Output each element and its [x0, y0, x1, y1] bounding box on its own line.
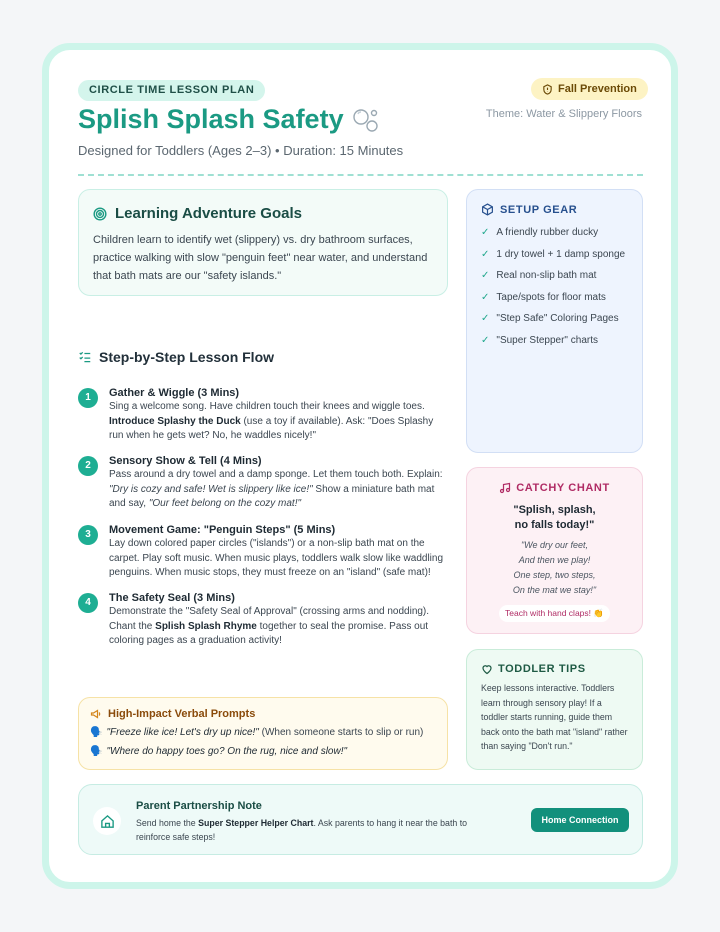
- list-item: ✓ Tape/spots for floor mats: [481, 287, 628, 309]
- step-number: 4: [78, 593, 98, 613]
- lesson-step: [78, 454, 448, 512]
- shield-alert-icon: [542, 84, 553, 95]
- target-icon: [93, 207, 107, 221]
- step-number: 3: [78, 525, 98, 545]
- lesson-step: [78, 591, 448, 649]
- lesson-step: [78, 523, 448, 581]
- lesson-type-badge: CIRCLE TIME LESSON PLAN: [78, 80, 265, 101]
- check-icon: ✓: [481, 270, 490, 282]
- step-title: The Safety Seal (3 Mins): [109, 592, 235, 604]
- box-icon: [481, 203, 494, 216]
- gear-heading: [481, 203, 628, 216]
- page-subtitle: Designed for Toddlers (Ages 2–3) • Duration: 15 Minutes: [78, 143, 404, 158]
- theme-text: Theme: Water & Slippery Floors: [485, 108, 642, 120]
- setup-gear-panel: [466, 189, 643, 453]
- goals-text: Children learn to identify wet (slippery) vs. dry bathroom surfaces, practice walking with slow "penguin feet" near water, and understand that bath mats are our "safety islands.": [93, 234, 428, 282]
- parent-note-heading: Parent Partnership Note: [136, 800, 262, 812]
- list-item: 🗣️ "Freeze like ice! Let's dry up nice!" (When someone starts to slip or run): [90, 727, 424, 738]
- music-note-icon: [499, 482, 511, 494]
- speaking-head-icon: 🗣️: [90, 727, 103, 738]
- home-icon: [93, 807, 121, 835]
- check-icon: ✓: [481, 291, 490, 303]
- page-title-text: Splish Splash Safety: [78, 104, 344, 134]
- goals-heading: [93, 205, 433, 222]
- check-icon: ✓: [481, 313, 490, 325]
- tips-heading-text: TODDLER TIPS: [498, 663, 586, 675]
- lesson-plan-card: [42, 43, 678, 889]
- lesson-flow-heading: [78, 349, 274, 365]
- heart-icon: [481, 663, 493, 675]
- step-description: Sing a welcome song. Have children touch their knees and wiggle toes. Introduce Splashy the Duck (use a toy if available). Ask: "Does Splashy run when he gets wet? No, he waddles nicely!": [109, 401, 434, 441]
- list-item: ✓ Real non-slip bath mat: [481, 265, 628, 287]
- tips-heading: [481, 663, 628, 675]
- tips-text: Keep lessons interactive. Toddlers learn through sensory play! If a toddler starts running, guide them back onto the bath mat "island" rather than saying "Don't run.": [481, 683, 628, 751]
- header-divider: [78, 174, 643, 176]
- step-description: Demonstrate the "Safety Seal of Approval" (crossing arms and nodding). Chant the Splish Splash Rhyme together to seal the promise. Pass out coloring pages as a graduation activity!: [109, 606, 430, 646]
- step-title: Sensory Show & Tell (4 Mins): [109, 455, 262, 467]
- step-number: 2: [78, 456, 98, 476]
- lesson-step: [78, 386, 448, 444]
- verbal-prompts-panel: [78, 697, 448, 770]
- list-item: ✓ A friendly rubber ducky: [481, 222, 628, 244]
- speaking-head-icon: 🗣️: [90, 746, 103, 757]
- list-item: ✓ "Step Safe" Coloring Pages: [481, 308, 628, 330]
- step-description: Pass around a dry towel and a damp sponge. Let them touch both. Explain: "Dry is cozy and safe! Wet is slippery like ice!" Show a miniature bath mat and say, "Our feet belong on the cozy mat!": [109, 469, 443, 509]
- home-connection-button[interactable]: Home Connection: [531, 808, 629, 832]
- list-item: ✓ "Super Stepper" charts: [481, 330, 628, 352]
- chant-main-line: "Splish, splash, no falls today!": [513, 504, 596, 531]
- fall-prevention-label: Fall Prevention: [558, 83, 637, 95]
- check-icon: ✓: [481, 248, 490, 260]
- step-description: Lay down colored paper circles ("islands") or a non-slip bath mat on the carpet. Play soft music. When music plays, toddlers walk slow like waddling penguins. When music stops, they must freeze on an "island" (safe mat)!: [109, 538, 444, 578]
- step-number: 1: [78, 388, 98, 408]
- goals-panel: [78, 189, 448, 296]
- toddler-tips-panel: [466, 649, 643, 770]
- hand-claps-tip: Teach with hand claps! 👏: [499, 605, 610, 622]
- lesson-flow-heading-text: Step-by-Step Lesson Flow: [99, 349, 275, 365]
- chant-heading: [477, 482, 632, 494]
- gear-list: [481, 222, 628, 352]
- bubbles-icon: [352, 107, 380, 133]
- check-icon: ✓: [481, 334, 490, 346]
- check-icon: ✓: [481, 227, 490, 238]
- list-checks-icon: [78, 350, 92, 364]
- megaphone-icon: [90, 708, 102, 720]
- page-title: [78, 104, 380, 135]
- fall-prevention-tag: [531, 78, 648, 100]
- chant-verses: "We dry our feet, And then we play! One step, two steps, On the mat we stay!": [512, 540, 597, 595]
- step-title: Movement Game: "Penguin Steps" (5 Mins): [109, 524, 336, 536]
- step-title: Gather & Wiggle (3 Mins): [109, 387, 240, 399]
- chant-heading-text: CATCHY CHANT: [516, 482, 610, 494]
- prompts-heading-text: High-Impact Verbal Prompts: [108, 708, 256, 720]
- gear-heading-text: SETUP GEAR: [500, 203, 578, 216]
- goals-heading-text: Learning Adventure Goals: [115, 205, 302, 222]
- list-item: 🗣️ "Where do happy toes go? On the rug, nice and slow!": [90, 746, 348, 757]
- list-item: ✓ 1 dry towel + 1 damp sponge: [481, 244, 628, 266]
- parent-note-text: Send home the Super Stepper Helper Chart. Ask parents to hang it near the bath to reinforce safe steps!: [136, 818, 468, 842]
- catchy-chant-panel: [466, 467, 643, 634]
- prompts-heading: [90, 708, 436, 720]
- parent-note-panel: [78, 784, 643, 855]
